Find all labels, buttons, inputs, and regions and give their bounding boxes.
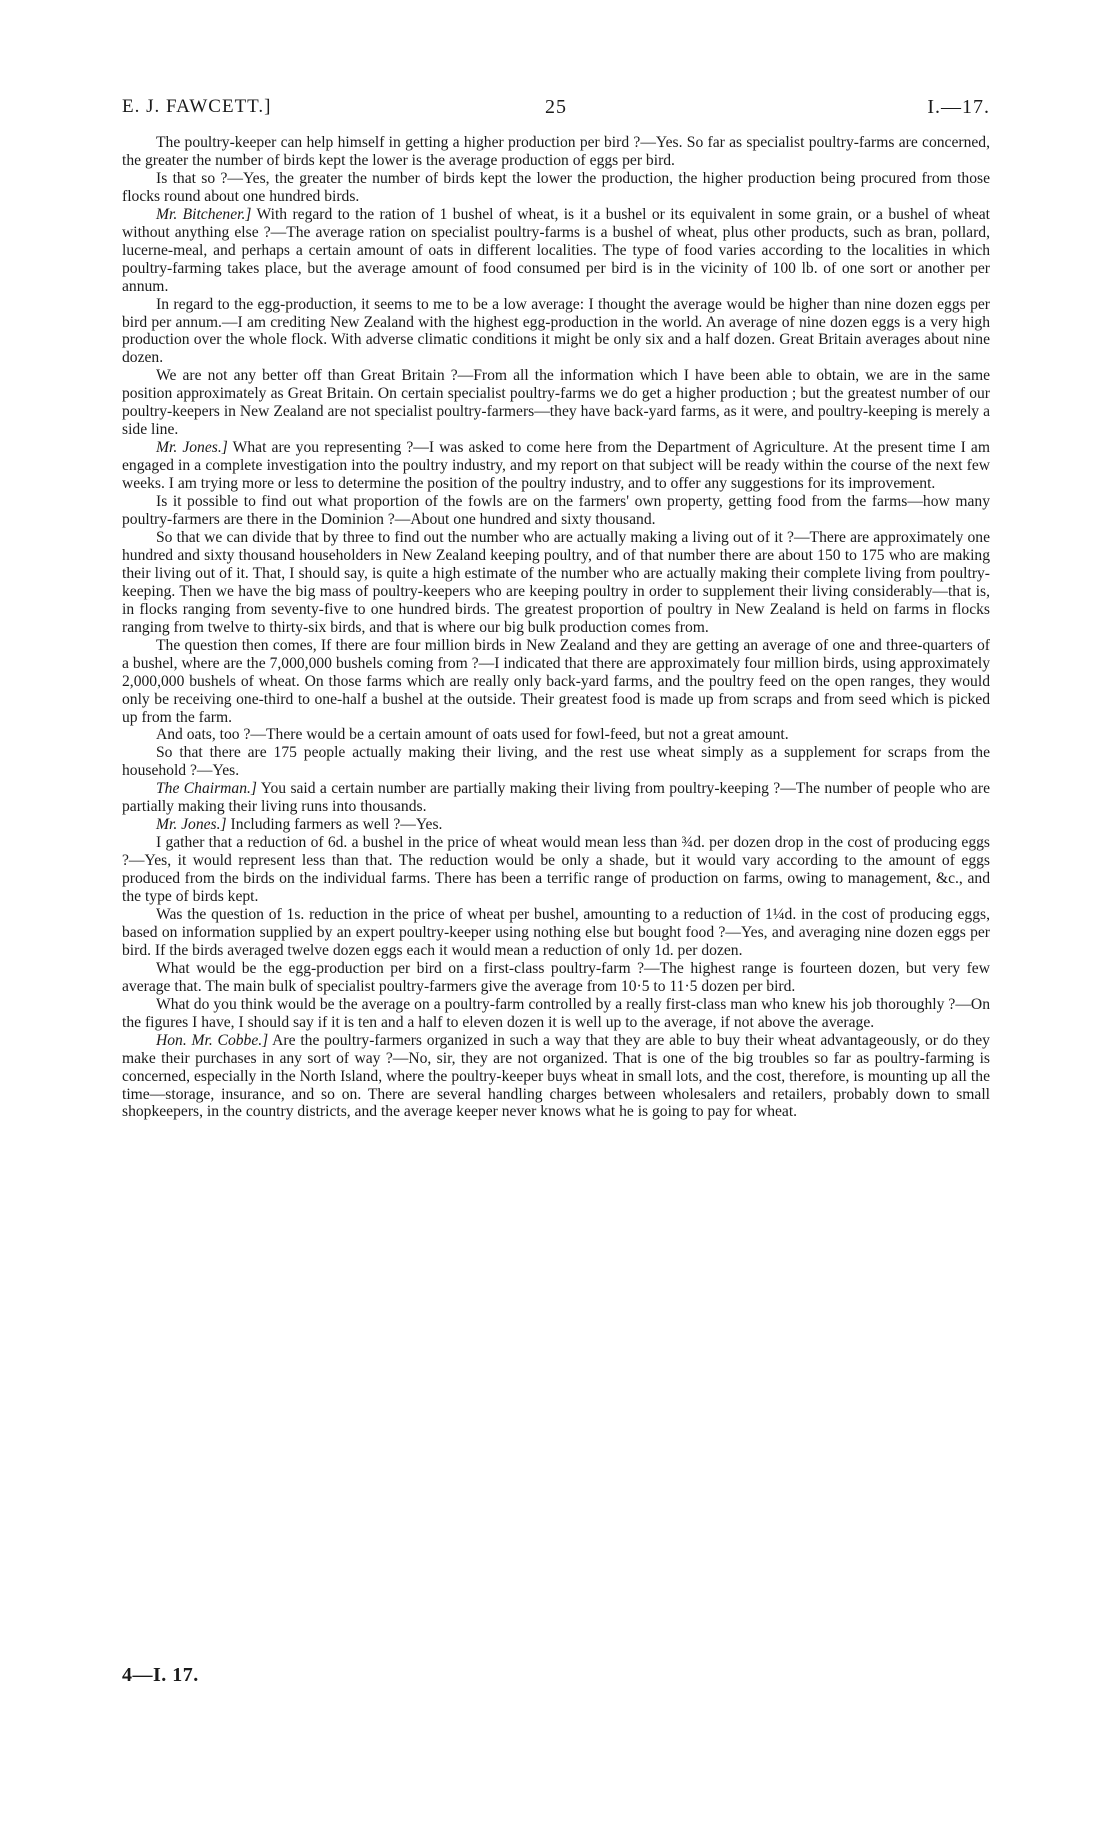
paragraph-text: With regard to the ration of 1 bushel of wheat, is it a bushel or its equivalent in some grain, or a bushel of wheat without anything else ?—The average ration on specialist poultry-farms is a bushel of wheat, plus other products, such as bran, pollard, lucerne-meal, and perhaps a certain amount of oats in different localities. The type of food varies according to the localities in which poultry-farming takes place, but the average amount of food consumed per bird is in the vicinity of 100 lb. of one sort or another per annum. (122, 205, 990, 295)
document-reference: I.—17. (927, 96, 990, 118)
paragraph (122, 906, 990, 960)
paragraph-text: Are the poultry-farmers organized in such a way that they are able to buy their wheat advantageously, or do they make their purchases in any sort of way ?—No, sir, they are not organized. That is one of the big troubles so far as poultry-farming is concerned, especially in the North Island, where the poultry-keeper buys wheat in small lots, and the cost, therefore, is mounting up all the time—storage, insurance, and so on. There are several handling charges between wholesalers and retailers, probably down to small shopkeepers, in the country districts, and the average keeper never knows what he is going to pay for wheat. (122, 1031, 990, 1121)
page-number: 25 (545, 96, 567, 118)
paragraph (122, 206, 990, 296)
paragraph (122, 493, 990, 529)
paragraph (122, 637, 990, 727)
paragraph (122, 529, 990, 637)
paragraph (122, 1032, 990, 1122)
page-signature-mark: 4—I. 17. (122, 1664, 199, 1686)
speaker-label: Mr. Jones.] (156, 439, 228, 457)
paragraph (122, 960, 990, 996)
paragraph-text: Is that so ?—Yes, the greater the number of birds kept the lower the production, the higher production being procured from those flocks round about one hundred birds. (122, 169, 990, 205)
page-header (122, 96, 990, 130)
speaker-label: The Chairman.] (156, 780, 257, 798)
paragraph-text: What do you think would be the average on a poultry-farm controlled by a really first-class man who knew his job thoroughly ?—On the figures I have, I should say if it is ten and a half to eleven dozen it is well up to the average, if not above the average. (122, 995, 990, 1031)
paragraph (122, 134, 990, 170)
paragraph (122, 834, 990, 906)
paragraph-text: In regard to the egg-production, it seems to me to be a low average: I thought the average would be higher than nine dozen eggs per bird per annum.—I am crediting New Zealand with the highest egg-production in the world. An average of nine dozen eggs is a very high production over the whole flock. With adverse climatic conditions it might be only six and a half dozen. Great Britain averages about nine dozen. (122, 295, 990, 367)
paragraph (122, 170, 990, 206)
paragraph-text: The question then comes, If there are four million birds in New Zealand and they are getting an average of one and three-quarters of a bushel, where are the 7,000,000 bushels coming from ?—I indicated that there are approximately four million birds, using approximately 2,000,000 bushels of wheat. On those farms which are really only back-yard farms, and the poultry feed on the open ranges, they would only be receiving one-third to one-half a bushel at the outside. Their greatest food is made up from scraps and from seed which is picked up from the farm. (122, 636, 990, 726)
paragraph-text: You said a certain number are partially making their living from poultry-keeping ?—The number of people who are partially making their living runs into thousands. (122, 780, 990, 816)
paragraph (122, 367, 990, 439)
paragraph-text: Was the question of 1s. reduction in the price of wheat per bushel, amounting to a reduction of 1¼d. in the cost of producing eggs, based on information supplied by an expert poultry-keeper using nothing else but bought food ?—Yes, and averaging nine dozen eggs per bird. If the birds averaged twelve dozen eggs each it would mean a reduction of only 1d. per dozen. (122, 905, 990, 959)
speaker-label: Mr. Bitchener.] (156, 205, 252, 223)
paragraph-text: And oats, too ?—There would be a certain amount of oats used for fowl-feed, but not a great amount. (156, 726, 789, 744)
paragraph (122, 726, 990, 744)
paragraph (122, 816, 990, 834)
paragraph (122, 744, 990, 780)
paragraph-text: I gather that a reduction of 6d. a bushel in the price of wheat would mean less than ¾d. per dozen drop in the cost of producing eggs ?—Yes, it would represent less than that. The reduction would be only a shade, but it would vary according to the amount of eggs produced from the birds on the individual farms. There has been a terrific range of production on farms, owing to management, &c., and the type of birds kept. (122, 834, 990, 906)
paragraph-text: What are you representing ?—I was asked to come here from the Department of Agriculture. At the present time I am engaged in a complete investigation into the poultry industry, and my report on that subject will be ready within the course of the next few weeks. I am trying more or less to determine the position of the poultry industry, and to offer any suggestions for its improvement. (122, 439, 990, 493)
paragraph-text: Is it possible to find out what proportion of the fowls are on the farmers' own property, getting food from the farms—how many poultry-farmers are there in the Dominion ?—About one hundred and sixty thousand. (122, 493, 990, 529)
paragraph (122, 296, 990, 368)
paragraph-text: So that we can divide that by three to find out the number who are actually making a living out of it ?—There are approximately one hundred and sixty thousand householders in New Zealand keeping poultry, and of that number there are about 150 to 175 who are making their living out of it. That, I should say, is quite a high estimate of the number who are actually making their complete living from poultry-keeping. Then we have the big mass of poultry-keepers who are keeping poultry in order to supplement their living considerably—that is, in flocks ranging from seventy-five to one hundred birds. The greatest proportion of poultry in New Zealand is held on farms in flocks ranging from twelve to thirty-six birds, and that is where our big bulk production comes from. (122, 528, 990, 636)
header-witness-name: E. J. FAWCETT.] (122, 96, 272, 117)
paragraph-text: So that there are 175 people actually making their living, and the rest use wheat simply as a supplement for scraps from the household ?—Yes. (122, 744, 990, 780)
testimony-body (122, 134, 990, 1121)
paragraph (122, 780, 990, 816)
document-page (122, 96, 990, 1121)
paragraph-text: What would be the egg-production per bird on a first-class poultry-farm ?—The highest range is fourteen dozen, but very few average that. The main bulk of specialist poultry-farmers give the average from 10·5 to 11·5 dozen per bird. (122, 959, 990, 995)
paragraph-text: Including farmers as well ?—Yes. (226, 816, 443, 834)
speaker-label: Mr. Jones.] (156, 816, 227, 834)
paragraph-text: We are not any better off than Great Britain ?—From all the information which I have been able to obtain, we are in the same position approximately as Great Britain. On certain specialist poultry-farms we do get a higher production ; but the greatest number of our poultry-keepers in New Zealand are not specialist poultry-farmers—they have back-yard farms, as it were, and poultry-keeping is merely a side line. (122, 367, 990, 439)
paragraph (122, 996, 990, 1032)
paragraph (122, 439, 990, 493)
speaker-label: Hon. Mr. Cobbe.] (156, 1031, 269, 1049)
paragraph-text: The poultry-keeper can help himself in getting a higher production per bird ?—Yes. So far as specialist poultry-farms are concerned, the greater the number of birds kept the lower is the average production of eggs per bird. (122, 134, 990, 169)
